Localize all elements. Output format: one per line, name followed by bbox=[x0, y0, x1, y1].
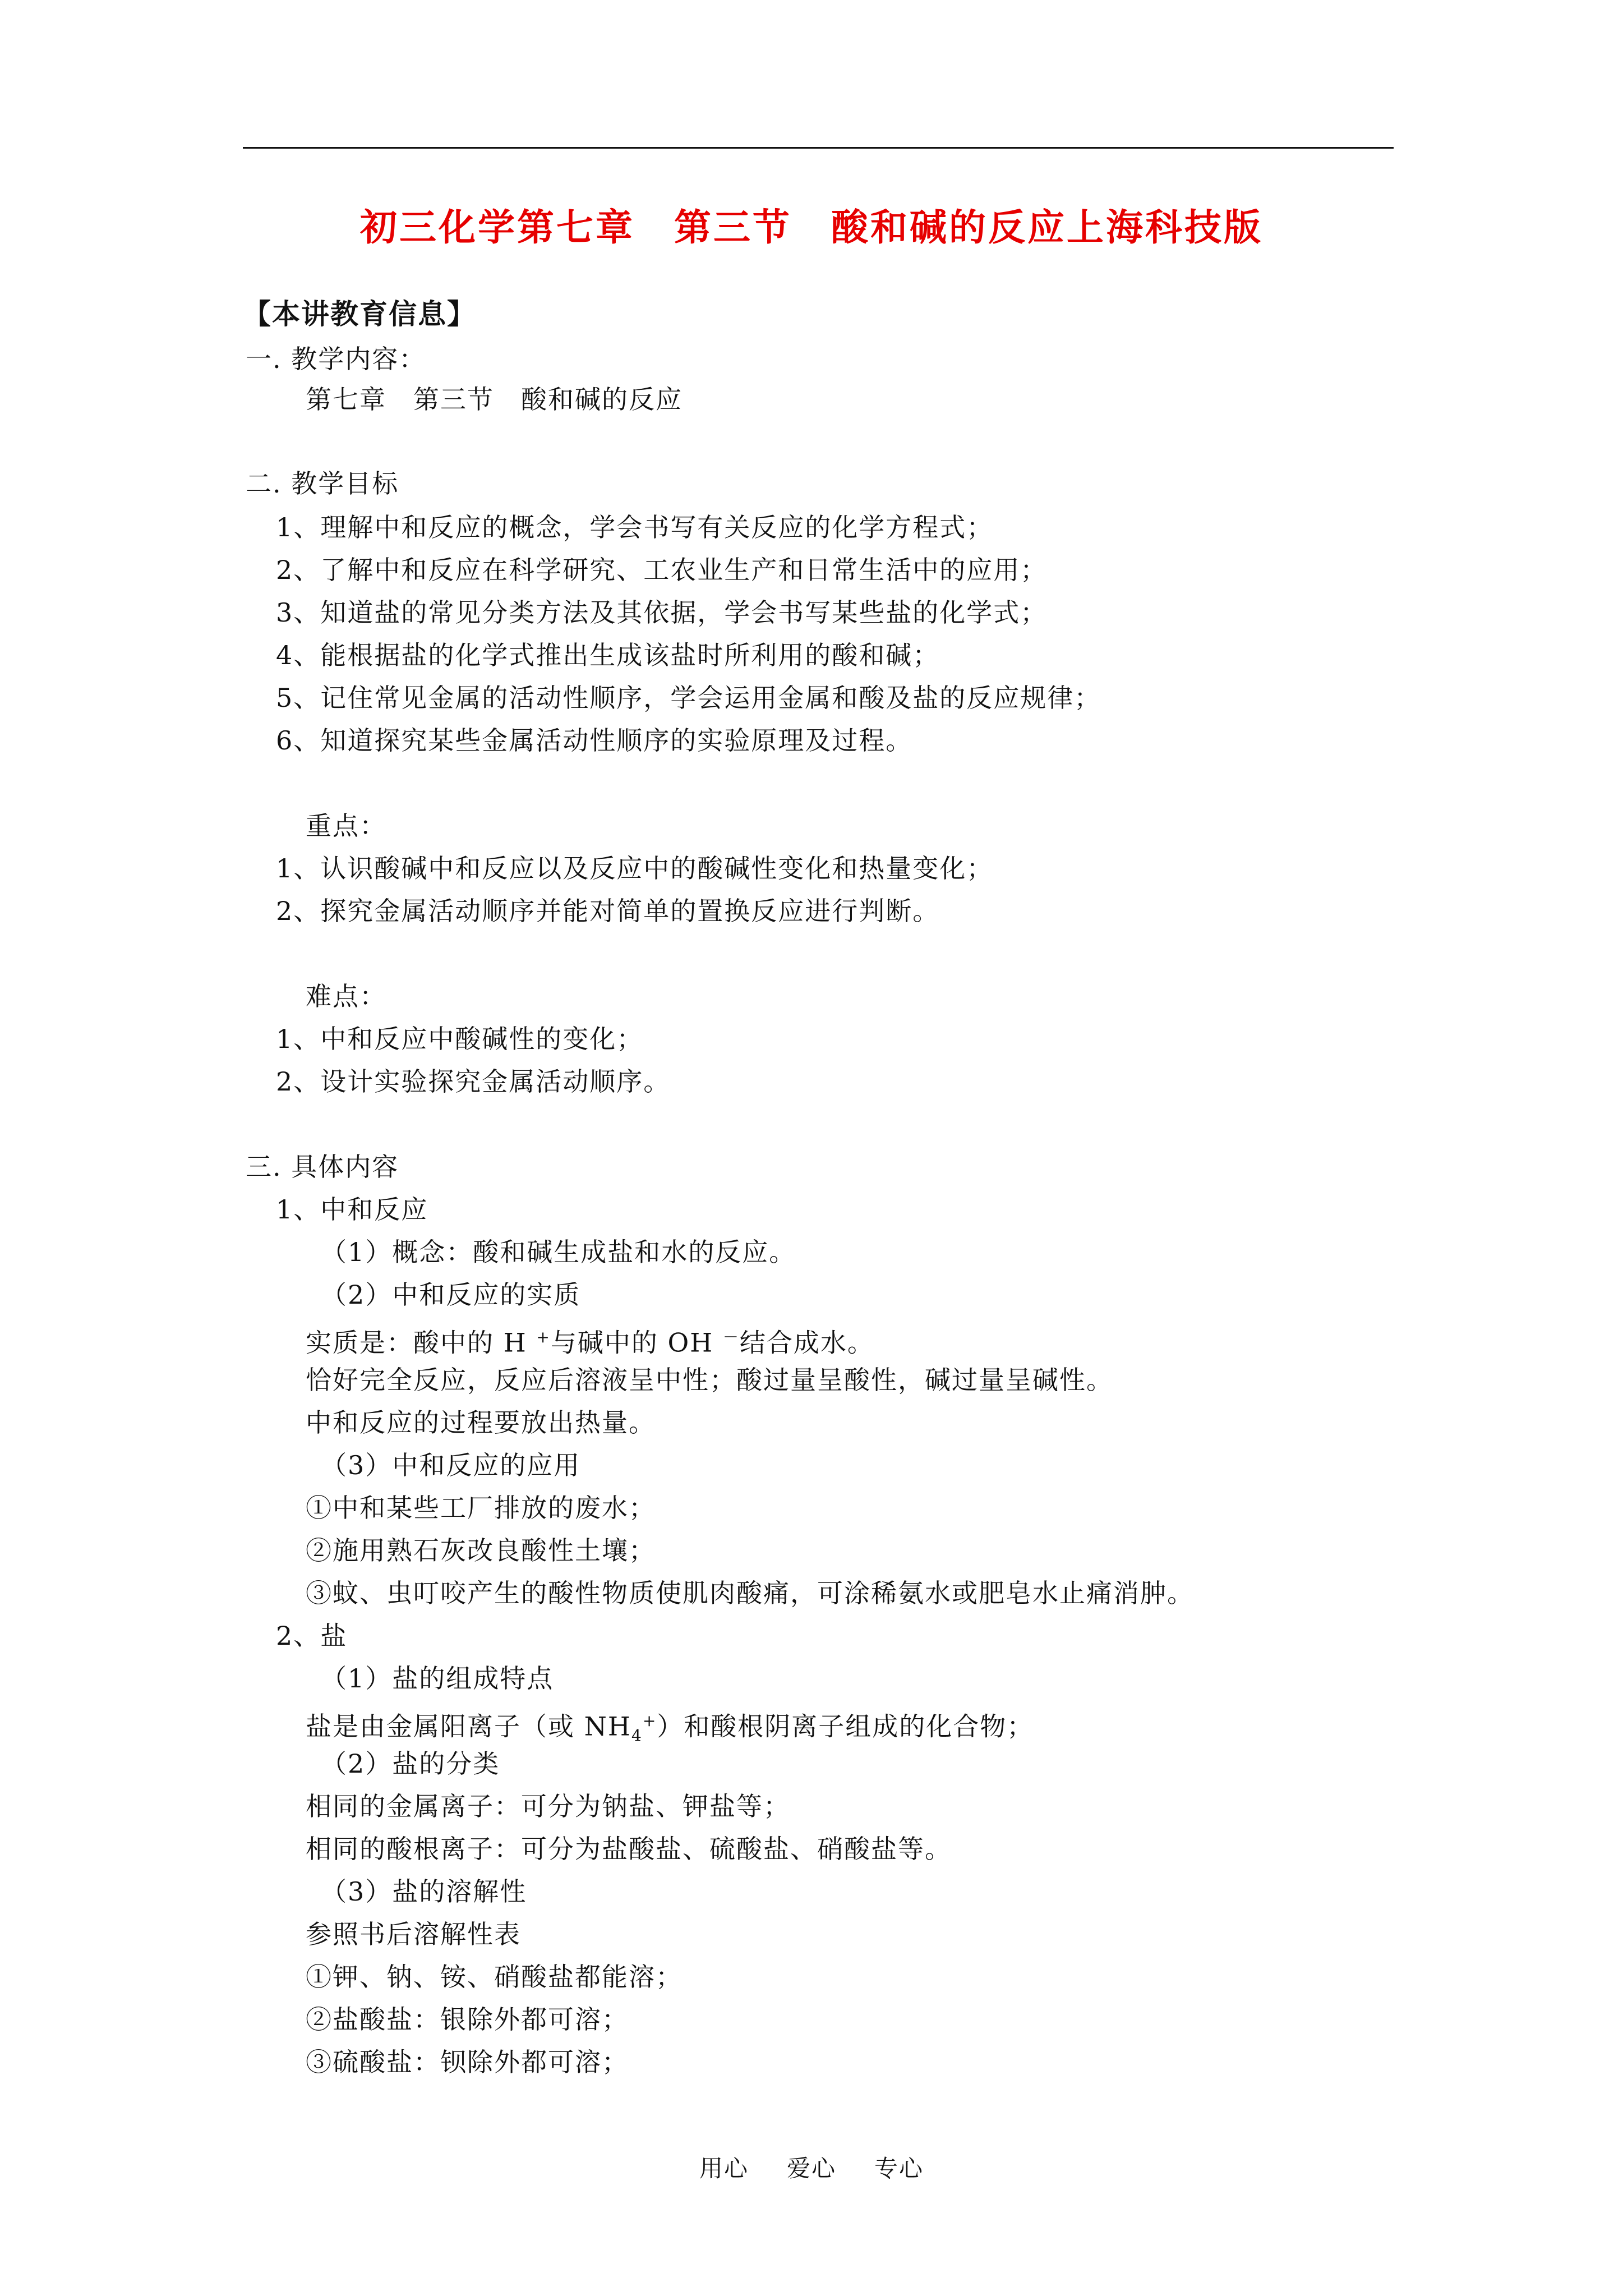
solubility-item: ③硫酸盐：钡除外都可溶； bbox=[306, 2047, 629, 2077]
goal-item: 3、知道盐的常见分类方法及其依据，学会书写某些盐的化学式； bbox=[276, 597, 1048, 628]
document-title: 初三化学第七章 第三节 酸和碱的反应上海科技版 bbox=[360, 206, 1263, 249]
section-3-heading: 三. 具体内容 bbox=[246, 1152, 399, 1182]
section-2-heading: 二. 教学目标 bbox=[246, 468, 399, 499]
essence-line: 实质是：酸中的 H +与碱中的 OH －结合成水。 bbox=[306, 1327, 874, 1358]
text-line: 参照书后溶解性表 bbox=[306, 1919, 521, 1949]
application-item: ①中和某些工厂排放的废水； bbox=[306, 1493, 656, 1523]
footer-word: 专心 bbox=[874, 2155, 924, 2182]
text-line: 相同的酸根离子：可分为盐酸盐、硫酸盐、硝酸盐等。 bbox=[306, 1834, 952, 1864]
goal-item: 2、了解中和反应在科学研究、工农业生产和日常生活中的应用； bbox=[276, 555, 1048, 585]
goal-item: 4、能根据盐的化学式推出生成该盐时所利用的酸和碱； bbox=[276, 640, 940, 670]
solubility-item: ①钾、钠、铵、硝酸盐都能溶； bbox=[306, 1962, 683, 1992]
goal-item: 1、理解中和反应的概念，学会书写有关反应的化学方程式； bbox=[276, 512, 994, 542]
key-point-item: 1、认识酸碱中和反应以及反应中的酸碱性变化和热量变化； bbox=[276, 853, 994, 884]
footer-word: 爱心 bbox=[786, 2155, 836, 2182]
subsection-heading: 2、盐 bbox=[276, 1621, 348, 1651]
subsection-heading: 1、中和反应 bbox=[276, 1194, 428, 1225]
section-1-heading: 一. 教学内容： bbox=[246, 344, 426, 374]
text-line: 恰好完全反应，反应后溶液呈中性；酸过量呈酸性，碱过量呈碱性。 bbox=[306, 1365, 1113, 1395]
goal-item: 5、记住常见金属的活动性顺序，学会运用金属和酸及盐的反应规律； bbox=[276, 683, 1101, 713]
key-point-item: 2、探究金属活动顺序并能对简单的置换反应进行判断。 bbox=[276, 896, 940, 926]
teaching-content: 第七章 第三节 酸和碱的反应 bbox=[306, 384, 683, 415]
header-rule bbox=[243, 147, 1394, 149]
section-heading: 【本讲教育信息】 bbox=[243, 298, 476, 330]
text-line: （2）盐的分类 bbox=[321, 1749, 500, 1779]
difficulty-heading: 难点： bbox=[306, 981, 386, 1011]
text-line: （3）盐的溶解性 bbox=[321, 1876, 527, 1907]
text-line: （2）中和反应的实质 bbox=[321, 1280, 581, 1310]
text-line: （1）盐的组成特点 bbox=[321, 1663, 554, 1694]
text-line: （1）概念：酸和碱生成盐和水的反应。 bbox=[321, 1237, 796, 1267]
key-points-heading: 重点： bbox=[306, 811, 386, 841]
application-item: ②施用熟石灰改良酸性土壤； bbox=[306, 1535, 656, 1566]
difficulty-item: 1、中和反应中酸碱性的变化； bbox=[276, 1024, 644, 1054]
footer-word: 用心 bbox=[699, 2155, 749, 2182]
text-line: 中和反应的过程要放出热量。 bbox=[306, 1407, 656, 1438]
solubility-item: ②盐酸盐：银除外都可溶； bbox=[306, 2004, 629, 2035]
text-line: 相同的金属离子：可分为钠盐、钾盐等； bbox=[306, 1791, 790, 1821]
salt-composition-line: 盐是由金属阳离子（或 $NH_4^+$）和酸根阴离子组成的化合物； bbox=[306, 1711, 1034, 1745]
page-footer bbox=[0, 2153, 1623, 2184]
application-item: ③蚊、虫叮咬产生的酸性物质使肌肉酸痛，可涂稀氨水或肥皂水止痛消肿。 bbox=[306, 1578, 1194, 1608]
text-line: （3）中和反应的应用 bbox=[321, 1450, 581, 1480]
goal-item: 6、知道探究某些金属活动性顺序的实验原理及过程。 bbox=[276, 725, 913, 756]
difficulty-item: 2、设计实验探究金属活动顺序。 bbox=[276, 1066, 671, 1097]
